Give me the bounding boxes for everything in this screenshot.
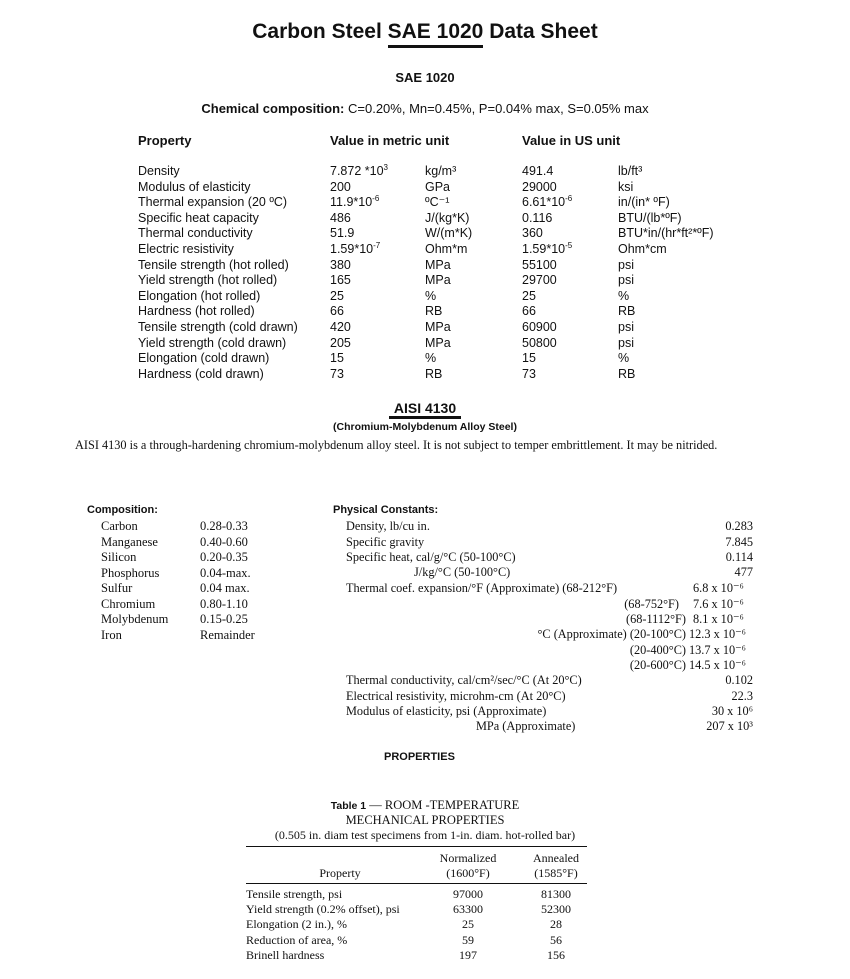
metric-value: 15 (330, 351, 344, 366)
table-row (0, 367, 850, 383)
metric-value: 25 (330, 288, 344, 303)
us-value: 50800 (522, 335, 557, 350)
table-row (0, 226, 850, 242)
metric-value: 486 (330, 210, 351, 225)
density-value: 0.283 (725, 519, 753, 533)
table-row (0, 917, 850, 932)
thermal-expansion-f2-label: (68-752°F) (624, 597, 679, 611)
chemical-composition (0, 101, 850, 116)
metric-unit: MPa (425, 335, 451, 350)
metric-unit: GPa (425, 179, 451, 194)
normalized-value: 97000 (453, 887, 483, 901)
property-name: Electric resistivity (138, 242, 234, 256)
us-unit: % (618, 288, 630, 303)
table-row (0, 902, 850, 917)
us-value: 491.4 (522, 164, 554, 178)
title-suffix: Data Sheet (483, 20, 598, 43)
thermal-expansion-c-value: 12.3 x 10⁻⁶ (689, 627, 746, 641)
annealed-value: 56 (550, 932, 562, 947)
table-row (0, 289, 850, 305)
title-underlined-grade: SAE 1020 (387, 20, 484, 43)
us-value: 360 (522, 226, 543, 241)
property-name: Elongation (hot rolled) (138, 288, 261, 303)
table1-title-line2: MECHANICAL PROPERTIES (345, 813, 505, 827)
metric-unit: % (425, 351, 437, 366)
specific-heat-j-label: J/kg/°C (50-100°C) (414, 565, 511, 579)
property-name: Yield strength (hot rolled) (138, 273, 278, 288)
table-row (0, 258, 850, 274)
element-value: Remainder (200, 627, 255, 642)
us-value: $1.59*10^{-5}$ (522, 240, 573, 256)
table-row (0, 180, 850, 196)
property-name: Tensile strength (cold drawn) (138, 320, 298, 334)
property-name: Specific heat capacity (138, 210, 259, 225)
us-unit: psi (618, 320, 634, 334)
table-row (0, 351, 850, 367)
element-name: Phosphorus (101, 565, 160, 580)
us-value: $6.61*10^{-6}$ (522, 194, 573, 210)
annealed-value: 28 (550, 917, 562, 932)
list-item (0, 612, 300, 628)
property-name: Yield strength (0.2% offset), psi (246, 902, 400, 917)
property-name: Elongation (2 in.), % (246, 917, 347, 932)
thermal-conductivity-label: Thermal conductivity, cal/cm²/sec/°C (At 20°C) (346, 673, 582, 687)
table1-col-annealed-temp: (1585°F) (534, 866, 578, 880)
metric-unit: RB (425, 366, 443, 381)
modulus-mpa-label: MPa (Approximate) (476, 719, 576, 733)
us-unit: Ohm*cm (618, 242, 667, 256)
property-name: Hardness (cold drawn) (138, 366, 264, 381)
list-item (0, 581, 300, 597)
title-prefix: Carbon Steel (252, 20, 388, 43)
modulus-psi-label: Modulus of elasticity, psi (Approximate) (346, 704, 547, 718)
metric-unit: ºC⁻¹ (425, 195, 450, 210)
table-row (0, 887, 850, 902)
table-row (0, 273, 850, 289)
metric-value: 200 (330, 179, 351, 194)
us-value: 25 (522, 288, 536, 303)
element-value: 0.80-1.10 (200, 596, 248, 611)
composition-heading: Composition: (87, 504, 158, 516)
us-unit: % (618, 351, 630, 366)
us-value: 0.116 (522, 210, 553, 225)
metric-unit: MPa (425, 320, 451, 334)
table1-col-normalized: Normalized (439, 851, 497, 865)
table-row (0, 211, 850, 227)
property-name: Tensile strength (hot rolled) (138, 257, 289, 272)
us-value: 66 (522, 304, 536, 319)
header-property: Property (138, 133, 192, 148)
element-name: Manganese (101, 534, 158, 549)
thermal-conductivity-value: 0.102 (725, 673, 753, 687)
aisi-description: AISI 4130 is a through-hardening chromium-molybdenum alloy steel. It is not subject to temper embrittlement. It may be nitrided. (75, 438, 718, 452)
table1-col-annealed: Annealed (533, 851, 579, 865)
thermal-expansion-c2-label: (20-400°C) (629, 643, 686, 657)
element-value: 0.04 max. (200, 581, 250, 595)
aisi-title-text: AISI 4130 (393, 400, 457, 416)
annealed-value: 52300 (541, 902, 571, 917)
thermal-expansion-f-value: 6.8 x 10⁻⁶ (693, 581, 744, 595)
density-label: Density, lb/cu in. (346, 519, 430, 533)
element-value: 0.04-max. (200, 565, 251, 580)
property-name: Elongation (cold drawn) (138, 351, 270, 366)
thermal-expansion-c2-value: 13.7 x 10⁻⁶ (689, 643, 746, 657)
table1-title-rest: — ROOM -TEMPERATURE (366, 798, 520, 812)
chem-value: C=0.20%, Mn=0.45%, P=0.04% max, S=0.05% max (344, 101, 649, 116)
us-value: 29000 (522, 179, 557, 194)
thermal-expansion-c-label: °C (Approximate) (20-100°C) (537, 627, 686, 641)
table1-header-rule (246, 883, 587, 884)
us-unit: ksi (618, 179, 634, 194)
metric-unit: W/(m*K) (425, 226, 473, 241)
table-row (0, 164, 850, 180)
thermal-expansion-f3-value: 8.1 x 10⁻⁶ (693, 612, 744, 626)
table1-top-rule (246, 846, 587, 847)
thermal-expansion-c3-value: 14.5 x 10⁻⁶ (689, 658, 746, 672)
element-value: 0.40-0.60 (200, 534, 248, 549)
table-row (0, 336, 850, 352)
list-item (0, 566, 300, 582)
property-name: Brinell hardness (246, 947, 325, 962)
metric-value: 66 (330, 304, 344, 319)
us-value: 60900 (522, 320, 557, 334)
element-name: Iron (101, 627, 122, 642)
metric-unit: kg/m³ (425, 164, 457, 178)
thermal-expansion-c3-label: (20-600°C) (629, 658, 686, 672)
property-name: Yield strength (cold drawn) (138, 335, 287, 350)
metric-value: $1.59*10^{-7}$ (330, 240, 381, 256)
annealed-value: 81300 (541, 887, 571, 901)
chem-label: Chemical composition: (201, 101, 345, 116)
table-row (0, 933, 850, 948)
us-unit: psi (618, 257, 634, 272)
specific-gravity-value: 7.845 (725, 535, 753, 549)
modulus-mpa-value: 207 x 10³ (706, 719, 753, 733)
metric-value: 380 (330, 257, 351, 272)
us-unit: lb/ft³ (618, 164, 643, 178)
properties-heading: PROPERTIES (384, 751, 455, 763)
list-item (0, 550, 300, 566)
table1-col-normalized-temp: (1600°F) (446, 866, 490, 880)
annealed-value: 156 (547, 947, 565, 962)
header-metric: Value in metric unit (330, 133, 450, 148)
normalized-value: 63300 (453, 902, 483, 917)
thermal-expansion-f-label: Thermal coef. expansion/°F (Approximate) (68-212°F) (346, 581, 618, 595)
modulus-psi-value: 30 x 10⁶ (711, 704, 753, 718)
table-row (0, 320, 850, 336)
metric-unit: RB (425, 304, 443, 319)
metric-unit: Ohm*m (425, 242, 468, 256)
metric-unit: J/(kg*K) (425, 210, 470, 225)
electrical-resistivity-value: 22.3 (731, 689, 753, 703)
us-unit: psi (618, 273, 634, 288)
us-unit: RB (618, 304, 636, 319)
metric-value: 420 (330, 320, 351, 334)
physical-constants-heading: Physical Constants: (333, 504, 439, 516)
property-name: Hardness (hot rolled) (138, 304, 255, 319)
table-row (0, 304, 850, 320)
us-unit: RB (618, 366, 636, 381)
property-name: Thermal conductivity (138, 226, 253, 241)
element-value: 0.15-0.25 (200, 612, 248, 626)
page-title (0, 20, 850, 44)
element-name: Molybdenum (101, 612, 169, 626)
thermal-expansion-f2-value: 7.6 x 10⁻⁶ (693, 597, 744, 611)
list-item (0, 519, 300, 535)
element-name: Silicon (101, 550, 137, 564)
table1-label: Table 1 (330, 800, 367, 812)
us-value: 73 (522, 366, 536, 381)
metric-value: 73 (330, 366, 344, 381)
property-name: Thermal expansion (20 ºC) (138, 195, 288, 210)
us-value: 15 (522, 351, 536, 366)
table1-title (0, 798, 850, 814)
element-name: Chromium (101, 596, 156, 611)
metric-unit: MPa (425, 273, 451, 288)
normalized-value: 25 (462, 917, 474, 932)
table-row (0, 195, 850, 211)
metric-value: 205 (330, 335, 351, 350)
metric-unit: % (425, 288, 437, 303)
specific-heat-j-value: 477 (734, 565, 753, 579)
specific-heat-cal-value: 0.114 (725, 550, 753, 564)
normalized-value: 197 (459, 947, 477, 962)
us-unit: BTU*in/(hr*ft²*ºF) (618, 226, 714, 241)
us-unit: in/(in* ºF) (618, 195, 670, 210)
metric-value: 51.9 (330, 226, 355, 241)
table-row (0, 242, 850, 258)
list-item (0, 535, 300, 551)
property-name: Reduction of area, % (246, 932, 348, 947)
table-row (0, 948, 850, 963)
list-item (0, 628, 300, 644)
property-name: Density (138, 164, 180, 178)
element-name: Sulfur (101, 581, 133, 595)
us-unit: BTU/(lb*ºF) (618, 210, 682, 225)
specific-gravity-label: Specific gravity (346, 535, 425, 549)
metric-value: $11.9*10^{-6}$ (330, 194, 380, 210)
element-name: Carbon (101, 519, 138, 533)
normalized-value: 59 (462, 932, 474, 947)
table1-note: (0.505 in. diam test specimens from 1-in. diam. hot-rolled bar) (274, 828, 576, 842)
us-value: 29700 (522, 273, 557, 288)
metric-value: 7.872 $*10^3$ (330, 162, 388, 178)
specific-heat-cal-label: Specific heat, cal/g/°C (50-100°C) (346, 550, 516, 564)
electrical-resistivity-label: Electrical resistivity, microhm-cm (At 20°C) (346, 689, 566, 703)
us-value: 55100 (522, 257, 557, 272)
property-name: Modulus of elasticity (138, 179, 251, 194)
property-name: Tensile strength, psi (246, 887, 343, 901)
metric-value: 165 (330, 273, 351, 288)
metric-unit: MPa (425, 257, 451, 272)
material-subtitle: SAE 1020 (395, 70, 455, 85)
table1-col-property: Property (319, 866, 361, 880)
aisi-subtitle: (Chromium-Molybdenum Alloy Steel) (333, 421, 517, 433)
header-us: Value in US unit (522, 133, 621, 148)
thermal-expansion-f3-label: (68-1112°F) (625, 612, 686, 626)
element-value: 0.20-0.35 (200, 550, 248, 564)
list-item (0, 597, 300, 613)
element-value: 0.28-0.33 (200, 519, 248, 533)
us-unit: psi (618, 335, 634, 350)
aisi-title (0, 400, 850, 416)
